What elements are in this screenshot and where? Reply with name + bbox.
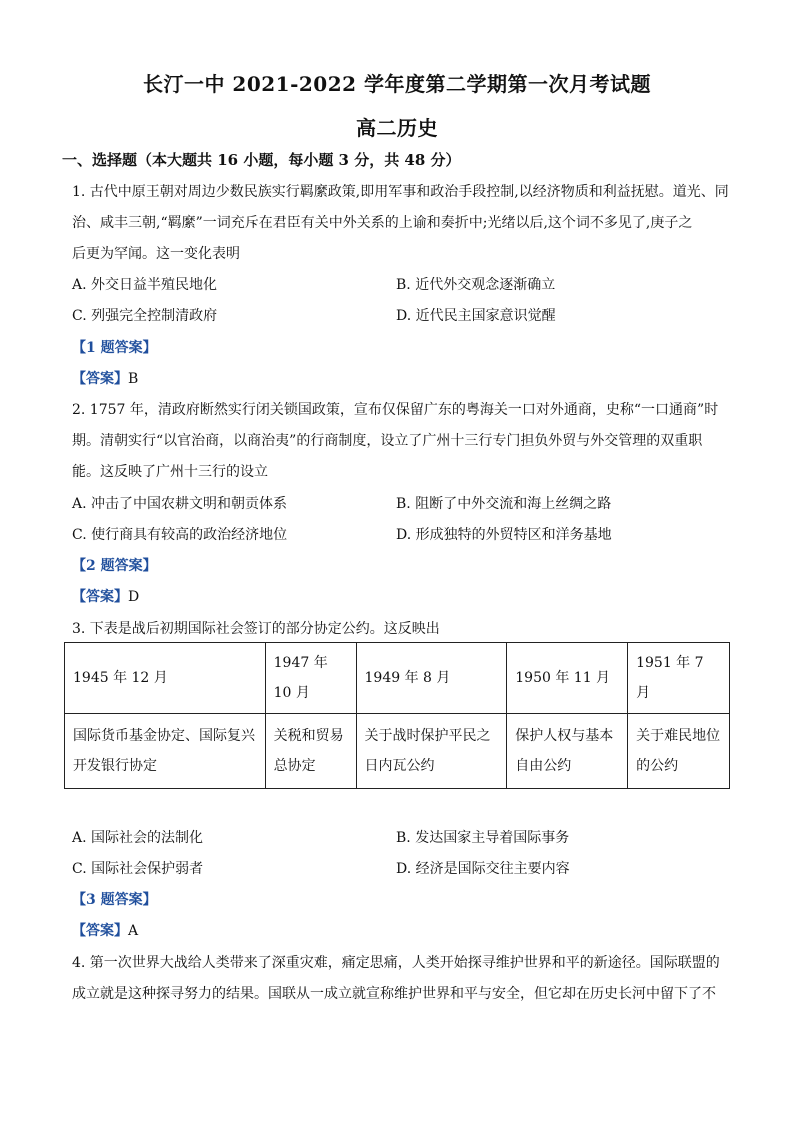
table-cell-treaty: 保护人权与基本自由公约 [507,714,628,789]
answer-value: D [128,589,140,605]
question-4-line-1: 4. 第一次世界大战给人类带来了深重灾难，痛定思痛，人类开始探寻维护世界和平的新途径。国际联盟的 [72,955,720,971]
answer-value: B [128,371,139,387]
table-row-treaties [65,714,730,789]
exam-subject: 高二历史 [356,116,438,140]
question-2-answer [72,587,724,607]
question-2-line-3: 能。这反映了广州十三行的设立 [72,464,268,480]
question-2-option-b: B. 阻断了中外交流和海上丝绸之路 [396,496,612,512]
table-row-dates [65,643,730,714]
answer-label: 【答案】 [72,589,128,605]
question-3-answer-tag: 【3 题答案】 [72,892,157,908]
treaty-table [64,642,730,789]
question-2-answer-tag: 【2 题答案】 [72,558,157,574]
table-cell-treaty: 关于战时保护平民之日内瓦公约 [356,714,507,789]
question-1-option-d: D. 近代民主国家意识觉醒 [396,308,556,324]
question-1-option-a: A. 外交日益半殖民地化 [72,277,218,293]
question-2-line-2: 期。清朝实行“以官治商，以商治夷”的行商制度，设立了广州十三行专门担负外贸与外交管理的双重职 [72,433,703,449]
question-2-option-d: D. 形成独特的外贸特区和洋务基地 [396,527,612,543]
question-2-option-a: A. 冲击了中国农耕文明和朝贡体系 [72,496,288,512]
section-heading: 一、选择题（本大题共 16 小题，每小题 3 分，共 48 分） [62,151,461,169]
question-3-option-c: C. 国际社会保护弱者 [72,861,204,877]
question-1-line-1: 1. 古代中原王朝对周边少数民族实行羁縻政策,即用军事和政治手段控制,以经济物质和利益抚慰。道光、同 [72,184,729,200]
table-cell-treaty: 国际货币基金协定、国际复兴开发银行协定 [65,714,266,789]
question-1-answer-tag: 【1 题答案】 [72,340,157,356]
question-3-option-b: B. 发达国家主导着国际事务 [396,830,570,846]
table-cell-date: 1950 年 11 月 [507,643,628,714]
table-cell-date: 1945 年 12 月 [65,643,266,714]
question-1-answer [72,369,724,389]
table-cell-date: 1951 年 7 月 [628,643,730,714]
table-cell-date: 1949 年 8 月 [356,643,507,714]
question-3-answer [72,921,724,941]
question-1-option-c: C. 列强完全控制清政府 [72,308,218,324]
exam-title: 长汀一中 2021-2022 学年度第二学期第一次月考试题 [142,72,652,96]
question-3-line-1: 3. 下表是战后初期国际社会签订的部分协定公约。这反映出 [72,621,440,637]
table-cell-date: 1947 年 10 月 [265,643,356,714]
question-1-option-b: B. 近代外交观念逐渐确立 [396,277,556,293]
table-cell-treaty: 关于难民地位的公约 [628,714,730,789]
question-1-line-3: 后更为罕闻。这一变化表明 [72,246,240,262]
answer-label: 【答案】 [72,371,128,387]
table-cell-treaty: 关税和贸易总协定 [265,714,356,789]
question-3-option-d: D. 经济是国际交往主要内容 [396,861,570,877]
question-1-line-2: 治、咸丰三朝,“羁縻”一词充斥在君臣有关中外关系的上谕和奏折中;光绪以后,这个词不多见了,庚子之 [72,215,693,231]
question-3-option-a: A. 国际社会的法制化 [72,830,204,846]
answer-label: 【答案】 [72,923,128,939]
question-4-line-2: 成立就是这种探寻努力的结果。国联从一成立就宣称维护世界和平与安全，但它却在历史长河中留下了不 [72,986,716,1002]
question-2-option-c: C. 使行商具有较高的政治经济地位 [72,527,288,543]
question-2-line-1: 2. 1757 年，清政府断然实行闭关锁国政策，宣布仅保留广东的粤海关一口对外通商，史称“一口通商”时 [72,402,719,418]
answer-value: A [128,923,139,939]
